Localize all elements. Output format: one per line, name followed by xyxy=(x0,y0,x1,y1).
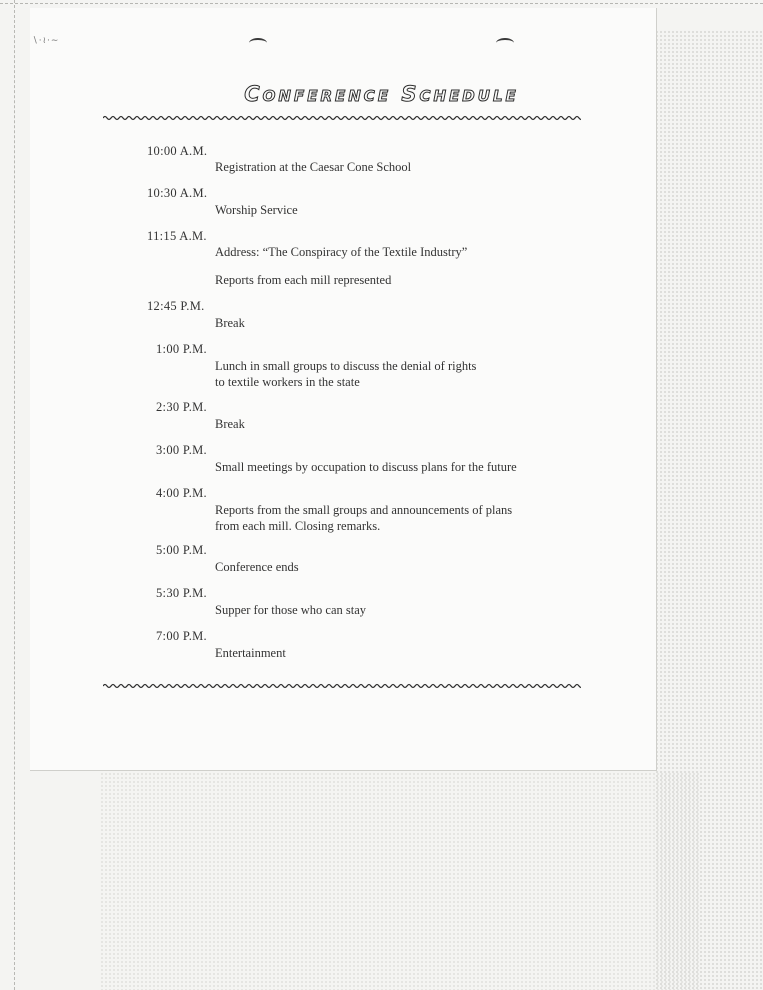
schedule-description: Worship Service xyxy=(215,203,298,217)
schedule-description: Break xyxy=(215,316,245,330)
schedule-time: 4:00 P.M. xyxy=(156,486,207,500)
bottom-wavy-rule xyxy=(103,682,581,690)
binder-hole-right xyxy=(496,38,514,48)
corner-scribble: ∖·≀·∼ xyxy=(32,36,60,46)
schedule-time: 3:00 P.M. xyxy=(156,443,207,457)
schedule-time: 10:30 A.M. xyxy=(147,186,208,200)
schedule-description: Small meetings by occupation to discuss plans for the future xyxy=(215,460,517,474)
schedule-time: 7:00 P.M. xyxy=(156,629,207,643)
top-wavy-rule xyxy=(103,114,581,122)
schedule-description: Entertainment xyxy=(215,646,286,660)
schedule-description: Supper for those who can stay xyxy=(215,603,367,617)
schedule-description: Break xyxy=(215,417,245,431)
schedule-time: 1:00 P.M. xyxy=(156,342,207,356)
schedule-description: Reports from each mill represented xyxy=(215,273,392,287)
schedule-description: Registration at the Caesar Cone School xyxy=(215,160,412,174)
schedule-time: 10:00 A.M. xyxy=(147,144,208,158)
page-top-edge xyxy=(0,3,763,4)
schedule-time: 5:30 P.M. xyxy=(156,586,207,600)
schedule-time: 11:15 A.M. xyxy=(147,229,207,243)
schedule-description: Reports from the small groups and announcements of plans from each mill. Closing remarks. xyxy=(215,503,513,533)
schedule-description: Conference ends xyxy=(215,560,299,574)
schedule-description: Lunch in small groups to discuss the denial of rights to textile workers in the state xyxy=(215,359,477,389)
scan-noise-bottom xyxy=(100,772,700,990)
schedule-description: Address: “The Conspiracy of the Textile Industry” xyxy=(215,245,468,259)
binder-hole-left xyxy=(249,38,267,48)
page-left-edge xyxy=(14,0,16,990)
schedule-time: 5:00 P.M. xyxy=(156,543,207,557)
schedule-time: 2:30 P.M. xyxy=(156,400,207,414)
page-title: Conference Schedule xyxy=(244,82,519,106)
schedule-time: 12:45 P.M. xyxy=(147,299,205,313)
